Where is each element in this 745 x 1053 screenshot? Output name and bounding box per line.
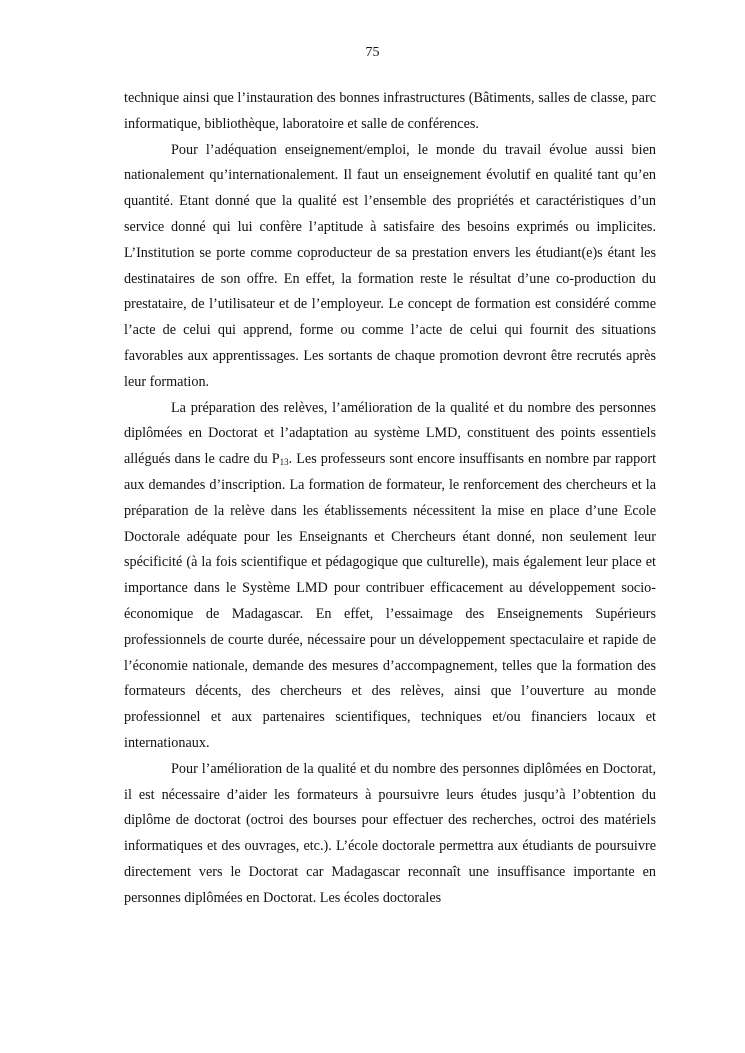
paragraph-1: technique ainsi que l’instauration des bonnes infrastructures (Bâtiments, salles de classe, parc informatique, bibliothèque, laboratoire et salle de conférences.: [124, 90, 656, 132]
paragraph-3: [124, 396, 656, 757]
paragraph-3-part-2: . Les professeurs sont encore insuffisants en nombre par rapport aux demandes d’inscription. La formation de formateur, le renforcement des chercheurs et la préparation de la relève dans les établissements nécessitent la mise en place d’une Ecole Doctorale adéquate pour les Enseignants et Chercheurs étant donné, non seulement leur spécificité (à la fois scientifique et pédagogique que culturelle), mais également leur place et importance dans le Système LMD pour contribuer efficacement au développement socio-économique de Madagascar. En effet, l’essaimage des Enseignements Supérieurs professionnels de courte durée, nécessaire pour un développement spectaculaire et rapide de l’économie nationale, demande des mesures d’accompagnement, telles que la formation des formateurs décents, des chercheurs et des relèves, ainsi que l’ouverture au monde professionnel et aux partenaires scientifiques, techniques et/ou financiers locaux et internationaux.: [124, 451, 657, 751]
paragraph-3-subscript: 13: [279, 457, 289, 468]
paragraph-3-part-1: La préparation des relèves, l’amélioration de la qualité et du nombre des personnes diplômées en Doctorat et l’adaptation au système LMD, constituent des points essentiels allégués dans le cadre du P: [124, 399, 656, 468]
page-number: 75: [365, 45, 380, 60]
paragraph-2: Pour l’adéquation enseignement/emploi, le monde du travail évolue aussi bien nationalement qu’internationalement. Il faut un enseignement évolutif en qualité tant qu’en quantité. Etant donné que la qualité est l’ensemble des propriétés et caractéristiques d’un service donné qui lui confère l’aptitude à satisfaire des besoins exprimés ou implicites. L’Institution se porte comme coproducteur de sa prestation envers les étudiant(e)s étant les destinataires de son offre. En effet, la formation reste le résultat d’une co-production du prestataire, de l’utilisateur et de l’employeur. Le concept de formation est considéré comme l’acte de celui qui apprend, forme ou comme l’acte de celui qui fournit des situations favorables aux apprentissages. Les sortants de chaque promotion devront être recrutés après leur formation.: [124, 141, 656, 390]
paragraph-4: Pour l’amélioration de la qualité et du nombre des personnes diplômées en Doctorat, il est nécessaire d’aider les formateurs à poursuivre leurs études jusqu’à l’obtention du diplôme de doctorat (octroi des bourses pour effectuer des recherches, octroi des matériels informatiques et des ouvrages, etc.). L’école doctorale permettra aux étudiants de poursuivre directement vers le Doctorat car Madagascar reconnaît une insuffisance importante en personnes diplômées en Doctorat. Les écoles doctorales: [124, 760, 656, 906]
body-text: [124, 86, 656, 912]
